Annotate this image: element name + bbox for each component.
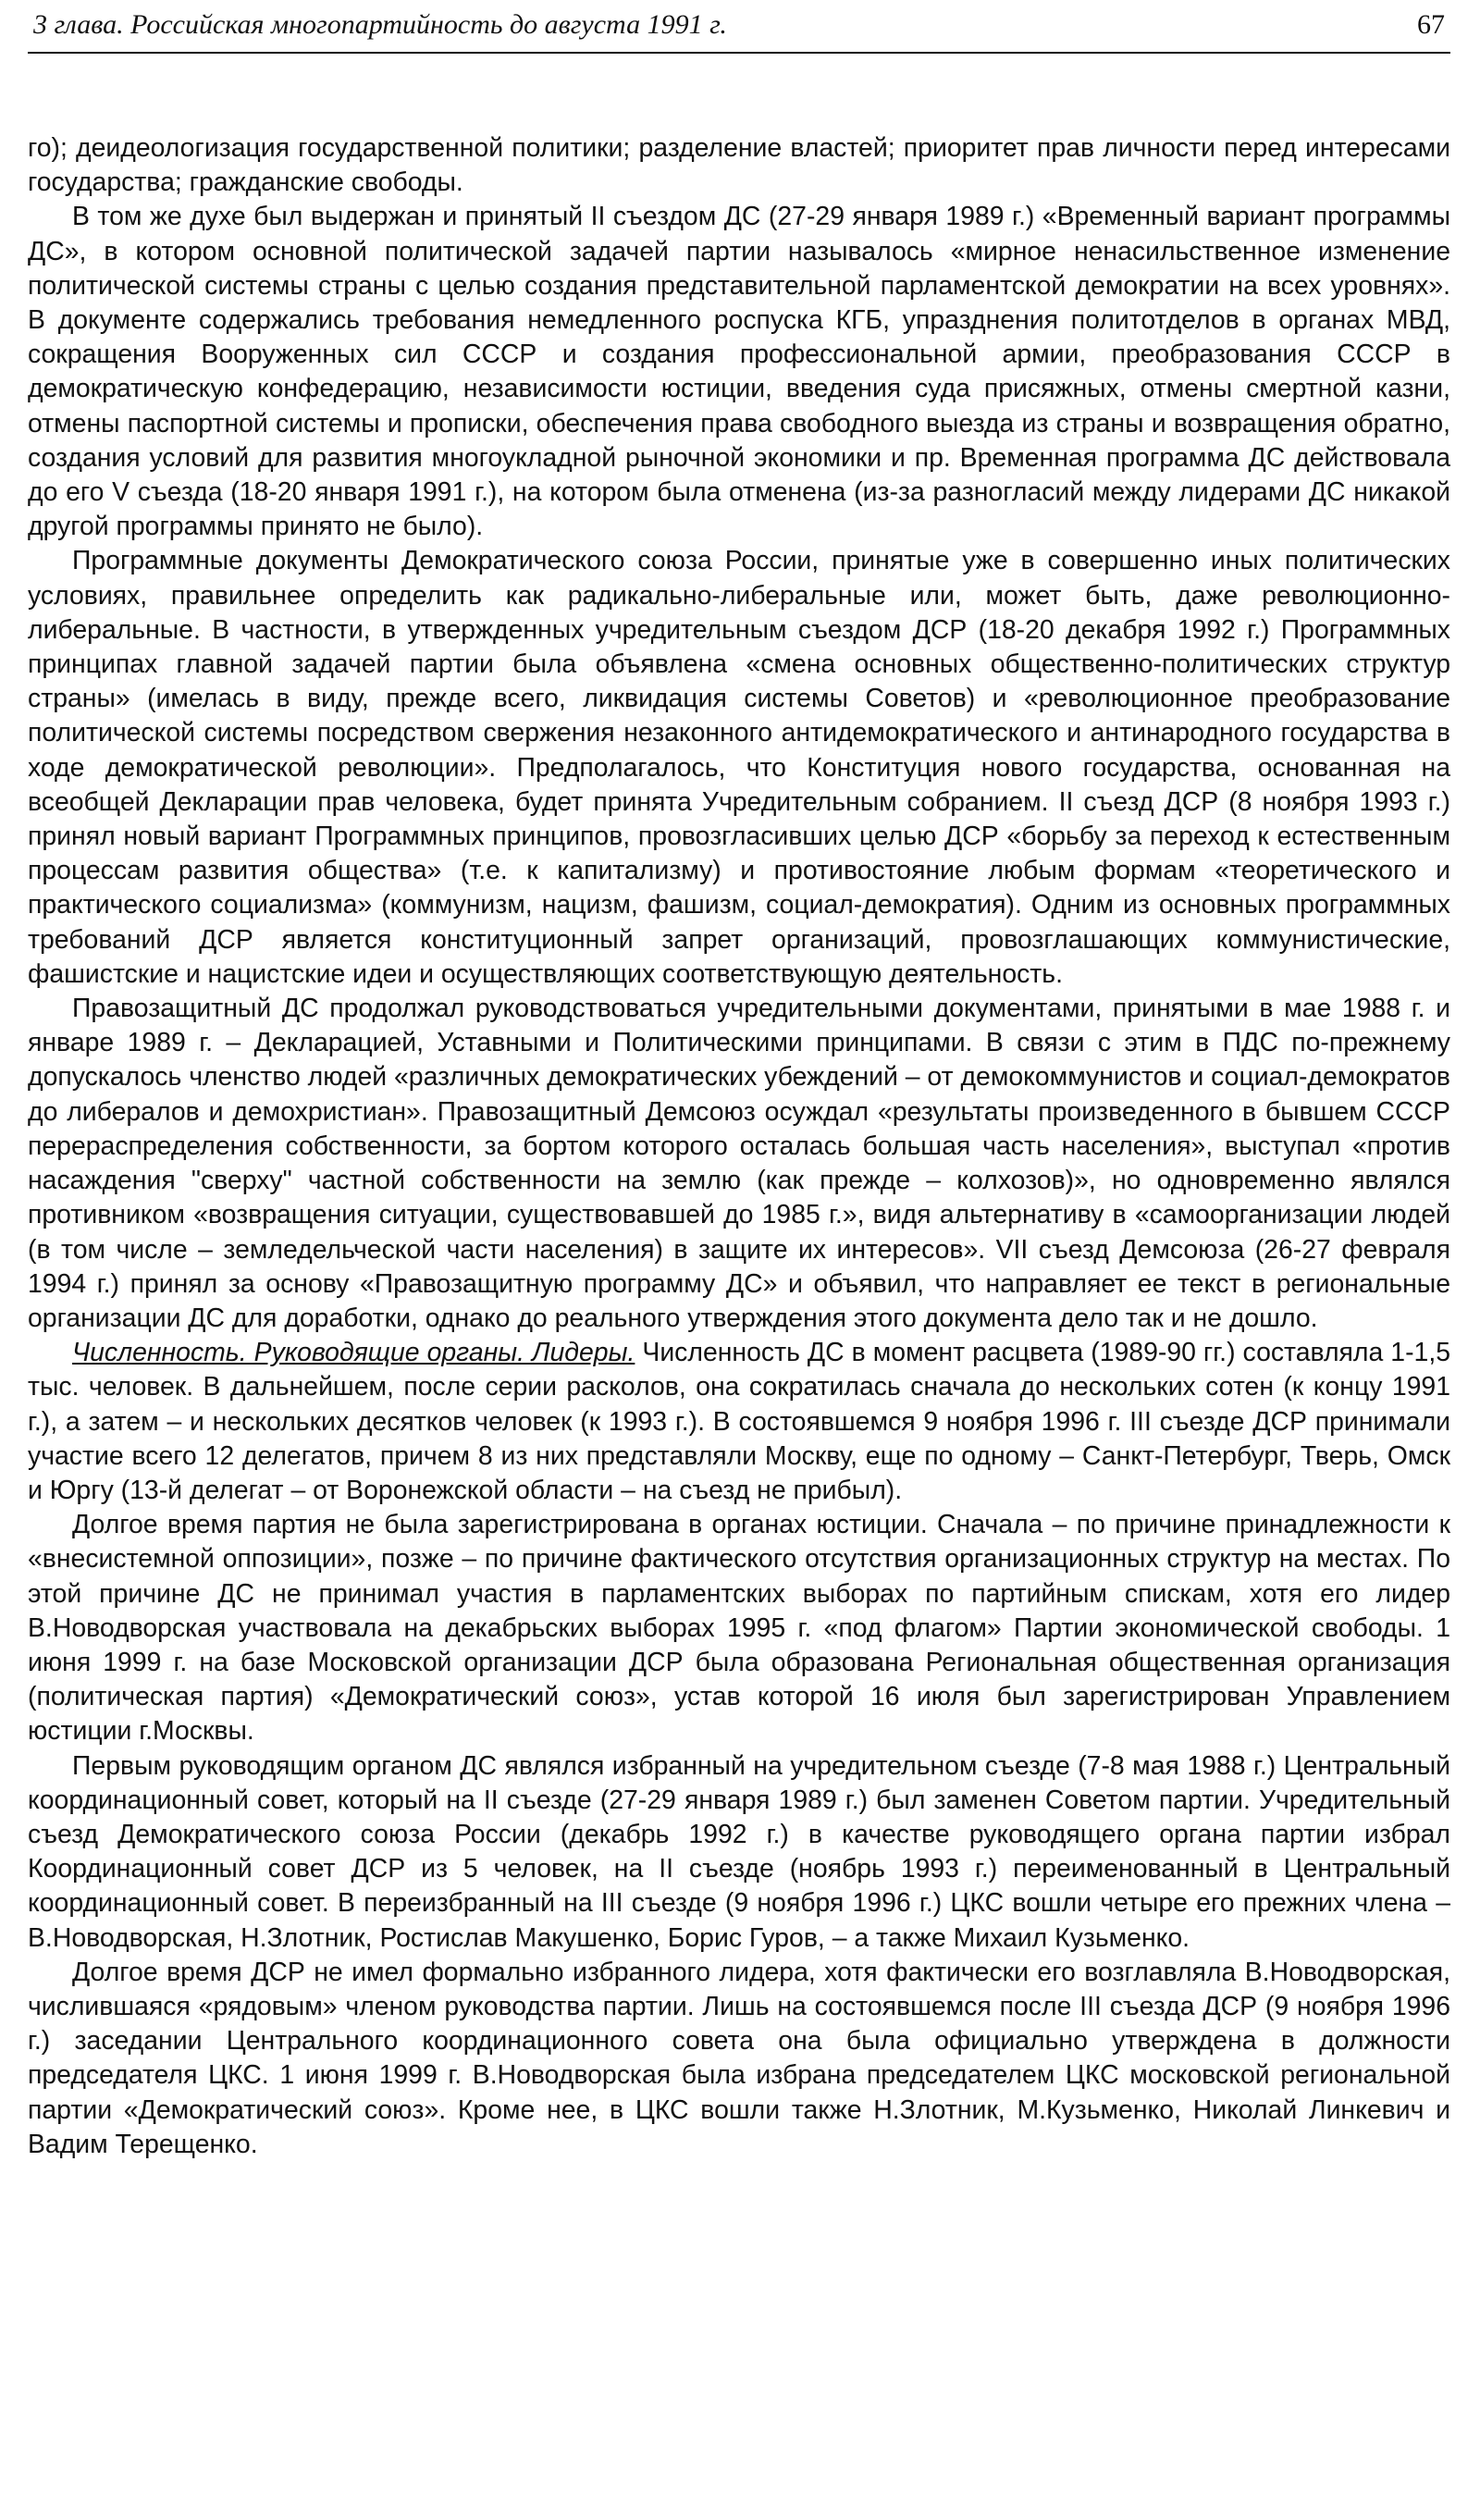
body-text bbox=[28, 131, 1450, 2162]
paragraph-human-rights-ds bbox=[28, 992, 1450, 1336]
paragraph-dsr-program bbox=[28, 544, 1450, 992]
section-heading: Численность. Руководящие органы. Лидеры. bbox=[72, 1338, 635, 1368]
paragraph-governing-bodies bbox=[28, 1749, 1450, 1956]
paragraph-text: Программные документы Демократического союза России, принятые уже в совершенно иных политических условиях, правильнее определить как радикально-либеральные или, может быть, даже революционно-либеральные. В частности, в утвержденных учредительным съездом ДСР (18-20 декабря 1992 г.) Программных принципах главной задачей партии была объявлена «смена основных общественно-политических структур страны» (имелась в виду, прежде всего, ликвидация системы Советов) и «революционное преобразование политической системы посредством свержения незаконного антидемократического и антинародного государства в ходе демократической революции». Предполагалось, что Конституция нового государства, основанная на всеобщей Декларации прав человека, будет принята Учредительным собранием. II съезд ДСР (8 ноября 1993 г.) принял новый вариант Программных принципов, провозгласивших целью ДСР «борьбу за переход к естественным процессам развития общества» (т.е. к капитализму) и противостояние любым формам «теоретического и практического социализма» (коммунизм, нацизм, фашизм, социал-демократия). Одним из основных программных требований ДСР является конституционный запрет организаций, провозглашающих коммунистические, фашистские и нацистские идеи и осуществляющих соответствующую деятельность. bbox=[28, 546, 1450, 989]
paragraph-leaders bbox=[28, 1956, 1450, 2162]
chapter-title: 3 глава. Российская многопартийность до августа 1991 г. bbox=[33, 9, 727, 40]
paragraph-text: Долгое время ДСР не имел формально избранного лидера, хотя фактически его возглавляла В.Новодворская, числившаяся «рядовым» членом руководства партии. Лишь на состоявшемся после III съезда ДСР (9 ноября 1996 г.) заседании Центрального координационного совета она была официально утверждена в должности председателя ЦКС. 1 июня 1999 г. В.Новодворская была избрана председателем ЦКС московской региональной партии «Демократический союз». Кроме нее, в ЦКС вошли также Н.Злотник, М.Кузьменко, Николай Линкевич и Вадим Терещенко. bbox=[28, 1957, 1450, 2159]
paragraph-text: Первым руководящим органом ДС являлся избранный на учредительном съезде (7-8 мая 1988 г.) Центральный координационный совет, который на II съезде (27-29 января 1989 г.) был заменен Советом партии. Учредительный съезд Демократического союза России (декабрь 1992 г.) в качестве руководящего органа партии избрал Координационный совет ДСР из 5 человек, на II съезде (ноябрь 1993 г.) переименованный в Центральный координационный совет. В переизбранный на III съезде (9 ноября 1996 г.) ЦКС вошли четыре его прежних члена – В.Новодворская, Н.Злотник, Ростислав Макушенко, Борис Гуров, – а также Михаил Кузьменко. bbox=[28, 1750, 1450, 1953]
paragraph-text: Правозащитный ДС продолжал руководствоваться учредительными документами, принятыми в мае 1988 г. и январе 1989 г. – Декларацией, Уставными и Политическими принципами. В связи с этим в ПДС по-прежнему допускалось членство людей «различных демократических убеждений – от демокоммунистов и социал-демократов до либералов и демохристиан». Правозащитный Демсоюз осуждал «результаты произведенного в бывшем СССР перераспределения собственности, за бортом которого осталась большая часть населения», выступал «против насаждения "сверху" частной собственности на землю (как прежде – колхозов)», но одновременно являлся противником «возвращения ситуации, существовавшей до 1985 г.», видя альтернативу в «самоорганизации людей (в том числе – земледельческой части населения) в защите их интересов». VII съезд Демсоюза (26-27 февраля 1994 г.) принял за основу «Правозащитную программу ДС» и объявил, что направляет ее текст в региональные организации ДС для доработки, однако до реального утверждения этого документа дело так и не дошло. bbox=[28, 994, 1450, 1333]
paragraph-temporary-program bbox=[28, 200, 1450, 544]
paragraph-membership bbox=[28, 1336, 1450, 1508]
paragraph-continuation bbox=[28, 131, 1450, 200]
paragraph-text: Долгое время партия не была зарегистрирована в органах юстиции. Сначала – по причине принадлежности к «внесистемной оппозиции», позже – по причине фактического отсутствия организационных структур на местах. По этой причине ДС не принимал участия в парламентских выборах по партийным спискам, хотя его лидер В.Новодворская участвовала на декабрьских выборах 1995 г. «под флагом» Партии экономической свободы. 1 июня 1999 г. на базе Московской организации ДСР была образована Региональная общественная организация (политическая партия) «Демократический союз», устав которой 16 июля был зарегистрирован Управлением юстиции г.Москвы. bbox=[28, 1510, 1450, 1747]
paragraph-text: Численность ДС в момент расцвета (1989-90 гг.) составляла 1-1,5 тыс. человек. В дальнейшем, после серии расколов, она сократилась сначала до нескольких сотен (к концу 1991 г.), а затем – и нескольких десятков человек (к 1993 г.). В состоявшемся 9 ноября 1996 г. III съезде ДСР принимали участие всего 12 делегатов, причем 8 из них представляли Москву, еще по одному – Санкт-Петербург, Тверь, Омск и Юргу (13-й делегат – от Воронежской области – на съезд не прибыл). bbox=[28, 1338, 1450, 1505]
paragraph-registration bbox=[28, 1508, 1450, 1748]
paragraph-text: го); деидеологизация государственной политики; разделение властей; приоритет прав личности перед интересами государства; гражданские свободы. bbox=[28, 133, 1450, 198]
running-header bbox=[28, 0, 1450, 54]
page-number: 67 bbox=[1417, 9, 1445, 40]
paragraph-text: В том же духе был выдержан и принятый II съездом ДС (27-29 января 1989 г.) «Временный вариант программы ДС», в котором основной политической задачей партии называлось «мирное ненасильственное изменение политической системы страны с целью создания представительной парламентской демократии на всех уровнях». В документе содержались требования немедленного роспуска КГБ, упразднения политотделов в органах МВД, сокращения Вооруженных сил СССР и создания профессиональной армии, преобразования СССР в демократическую конфедерацию, независимости юстиции, введения суда присяжных, отмены смертной казни, отмены паспортной системы и прописки, обеспечения права свободного выезда из страны и возвращения обратно, создания условий для развития многоукладной рыночной экономики и пр. Временная программа ДС действовала до его V съезда (18-20 января 1991 г.), на котором была отменена (из-за разногласий между лидерами ДС никакой другой программы принято не было). bbox=[28, 202, 1450, 542]
document-page bbox=[28, 0, 1450, 2520]
